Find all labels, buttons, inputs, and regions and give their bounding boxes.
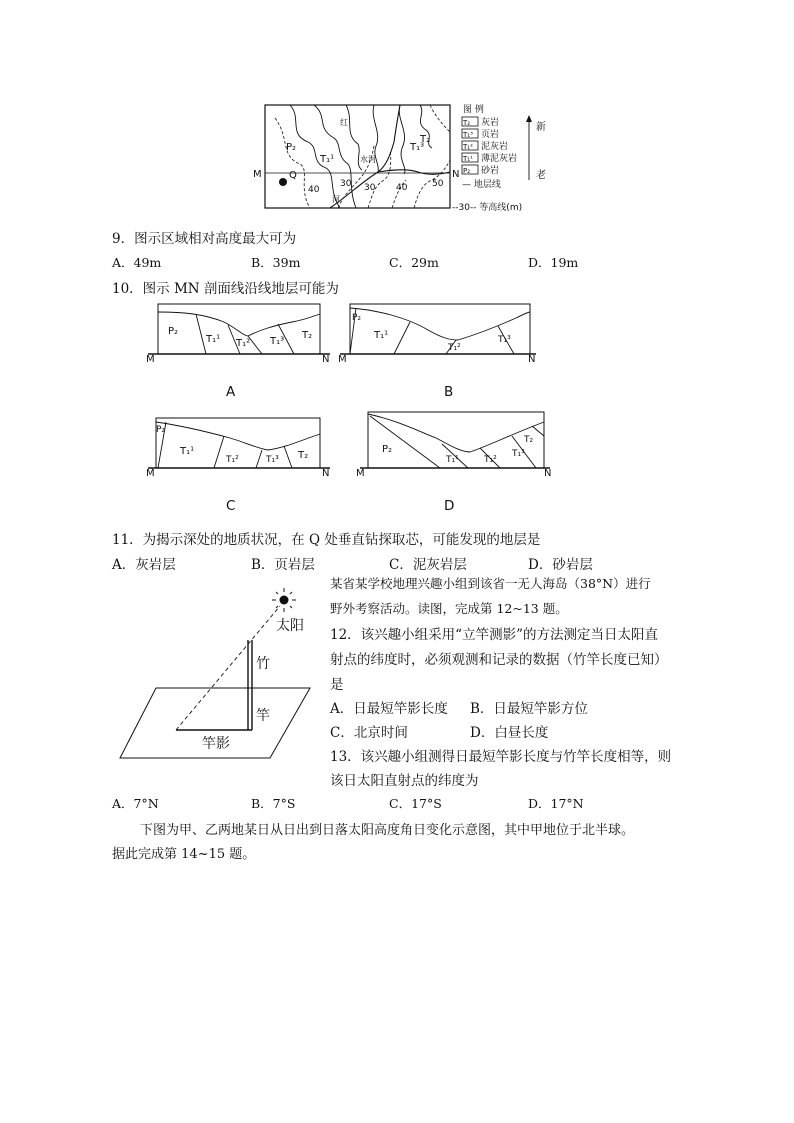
q11-option-b[interactable]: B．页岩层: [251, 557, 315, 573]
label-bamboo-2: 竿: [256, 708, 270, 724]
svg-text:薄泥灰岩: 薄泥灰岩: [481, 154, 518, 164]
legend-stratum-line: — 地层线: [462, 180, 501, 190]
q13-option-c[interactable]: C．17°S: [389, 796, 442, 811]
svg-text:M: M: [146, 468, 155, 478]
legend-item: [462, 116, 499, 128]
svg-text:T₁²: T₁²: [484, 455, 497, 465]
map-label-q: Q: [289, 170, 297, 181]
q11-option-d[interactable]: D．砂岩层: [528, 557, 593, 573]
pole-shadow-figure: [116, 584, 322, 764]
arrow-up-icon: [526, 115, 532, 122]
stratum-line: [399, 105, 405, 174]
svg-text:T₁¹: T₁¹: [374, 330, 389, 341]
svg-text:M: M: [338, 354, 347, 364]
q-point: [279, 178, 287, 186]
profile-d[interactable]: [356, 408, 552, 480]
map-label-p2: P₂: [286, 142, 297, 153]
svg-text:页岩: 页岩: [481, 130, 500, 140]
legend-item: [462, 140, 508, 152]
legend-title: 图 例: [463, 105, 484, 115]
q12-line1: 12．该兴趣小组采用“立竿测影”的方法测定当日太阳直: [330, 627, 658, 643]
map-label-m: M: [253, 169, 262, 180]
q13-line1: 13．该兴趣小组测得日最短竿影长度与竹竿长度相等，则: [330, 749, 672, 765]
label-bamboo-1: 竹: [256, 656, 270, 672]
svg-text:N: N: [528, 354, 536, 364]
svg-text:T₂: T₂: [302, 330, 313, 341]
q12-option-c[interactable]: C．北京时间: [330, 725, 408, 741]
svg-text:T₁¹: T₁¹: [180, 446, 195, 457]
map-frame: [265, 105, 450, 208]
svg-text:P₂: P₂: [156, 425, 166, 435]
svg-text:N: N: [322, 354, 330, 364]
q12-option-a[interactable]: A．日最短竿影长度: [330, 701, 448, 717]
q10-stem: 10．图示 MN 剖面线沿线地层可能为: [112, 281, 339, 297]
svg-text:T₂: T₂: [463, 119, 471, 127]
svg-text:T₁²: T₁²: [226, 455, 239, 465]
svg-text:P₂: P₂: [168, 326, 179, 337]
map-label-t11: T₁¹: [320, 154, 335, 165]
q11-option-c[interactable]: C．泥灰岩层: [389, 557, 467, 573]
contour-label: 30: [364, 183, 376, 193]
svg-text:M: M: [146, 354, 155, 364]
svg-text:灰岩: 灰岩: [481, 118, 500, 128]
svg-text:T₁¹: T₁¹: [206, 334, 221, 345]
age-old: 老: [536, 170, 546, 181]
q13-option-d[interactable]: D．17°N: [528, 796, 584, 811]
svg-text:T₁²: T₁²: [236, 338, 251, 349]
q12-option-d[interactable]: D．白昼长度: [470, 725, 549, 741]
svg-text:P₂: P₂: [382, 444, 393, 455]
profile-b[interactable]: [338, 300, 538, 364]
sun-icon: [272, 588, 296, 612]
svg-text:N: N: [544, 468, 552, 479]
profile-d-letter[interactable]: D: [444, 498, 455, 514]
svg-text:T₁¹: T₁¹: [463, 155, 473, 163]
map-label-river2: 水河: [360, 155, 376, 164]
q9-option-d[interactable]: D．19m: [528, 255, 579, 270]
svg-text:T₂: T₂: [524, 435, 534, 445]
profile-a[interactable]: [144, 300, 334, 364]
svg-text:T₁¹: T₁¹: [446, 455, 459, 465]
profile-b-letter[interactable]: B: [444, 384, 454, 400]
legend-item: [462, 152, 517, 164]
svg-text:T₁³: T₁³: [266, 455, 279, 465]
svg-text:T₁²: T₁²: [463, 143, 473, 151]
map-label-river3: 河: [332, 195, 340, 204]
svg-text:T₁³: T₁³: [498, 335, 511, 345]
age-new: 新: [536, 122, 546, 133]
contour-label: 50: [432, 179, 444, 189]
svg-text:砂岩: 砂岩: [481, 166, 500, 176]
map-label-t13: T₁³: [410, 142, 425, 153]
contour-label: 30: [340, 179, 352, 189]
svg-text:N: N: [322, 468, 330, 478]
contour-line: [430, 105, 450, 132]
svg-text:泥灰岩: 泥灰岩: [481, 142, 509, 152]
q9-stem: 9．图示区域相对高度最大可为: [112, 231, 297, 247]
legend-item: [462, 128, 499, 140]
geologic-map: [250, 98, 560, 216]
contour-label: 40: [396, 183, 408, 193]
svg-text:T₂: T₂: [298, 450, 309, 461]
svg-text:T₁²: T₁²: [448, 343, 461, 353]
q12-line2: 射点的纬度时，必须观测和记录的数据（竹竿长度已知）: [330, 652, 668, 668]
q13-option-a[interactable]: A．7°N: [112, 796, 159, 811]
q13-line2: 该日太阳直射点的纬度为: [330, 773, 479, 789]
svg-text:P₂: P₂: [352, 313, 362, 323]
legend-item: [462, 164, 499, 176]
label-shadow: 竿影: [202, 736, 230, 752]
svg-text:T₁³: T₁³: [512, 449, 525, 459]
profile-c-letter[interactable]: C: [226, 498, 236, 514]
q11-stem: 11．为揭示深处的地质状况，在 Q 处垂直钻探取芯，可能发现的地层是: [112, 532, 541, 548]
map-label-n: N: [452, 169, 460, 180]
map-label-river1: 红: [340, 118, 348, 127]
intro-12-line1: 某省某学校地理兴趣小组到该省一无人海岛（38°N）进行: [330, 576, 651, 591]
q11-option-a[interactable]: A．灰岩层: [112, 557, 176, 573]
q13-option-b[interactable]: B．7°S: [251, 796, 296, 811]
intro-12-line2: 野外考察活动。读图，完成第 12~13 题。: [330, 601, 568, 616]
svg-text:T₁³: T₁³: [270, 336, 285, 347]
contour-label: 40: [308, 185, 320, 195]
q9-option-b[interactable]: B．39m: [251, 255, 301, 270]
intro-14-line2: 据此完成第 14~15 题。: [112, 847, 256, 862]
profile-c[interactable]: [144, 414, 334, 478]
map-label-t2: T₂: [420, 134, 431, 145]
legend-contour-line: --30-- 等高线(m): [452, 203, 523, 213]
intro-14-line1: 下图为甲、乙两地某日从日出到日落太阳高度角日变化示意图，其中甲地位于北半球。: [140, 823, 635, 838]
q12-option-b[interactable]: B．日最短竿影方位: [470, 701, 588, 717]
svg-text:P₂: P₂: [463, 167, 471, 175]
q9-option-c[interactable]: C．29m: [389, 255, 439, 270]
label-sun: 太阳: [276, 618, 304, 634]
q9-option-a[interactable]: A．49m: [112, 255, 162, 270]
contour-line: [275, 118, 310, 208]
profile-a-letter[interactable]: A: [226, 384, 236, 400]
svg-text:M: M: [356, 468, 365, 479]
q12-line3: 是: [330, 677, 344, 693]
svg-text:T₁³: T₁³: [463, 131, 473, 139]
